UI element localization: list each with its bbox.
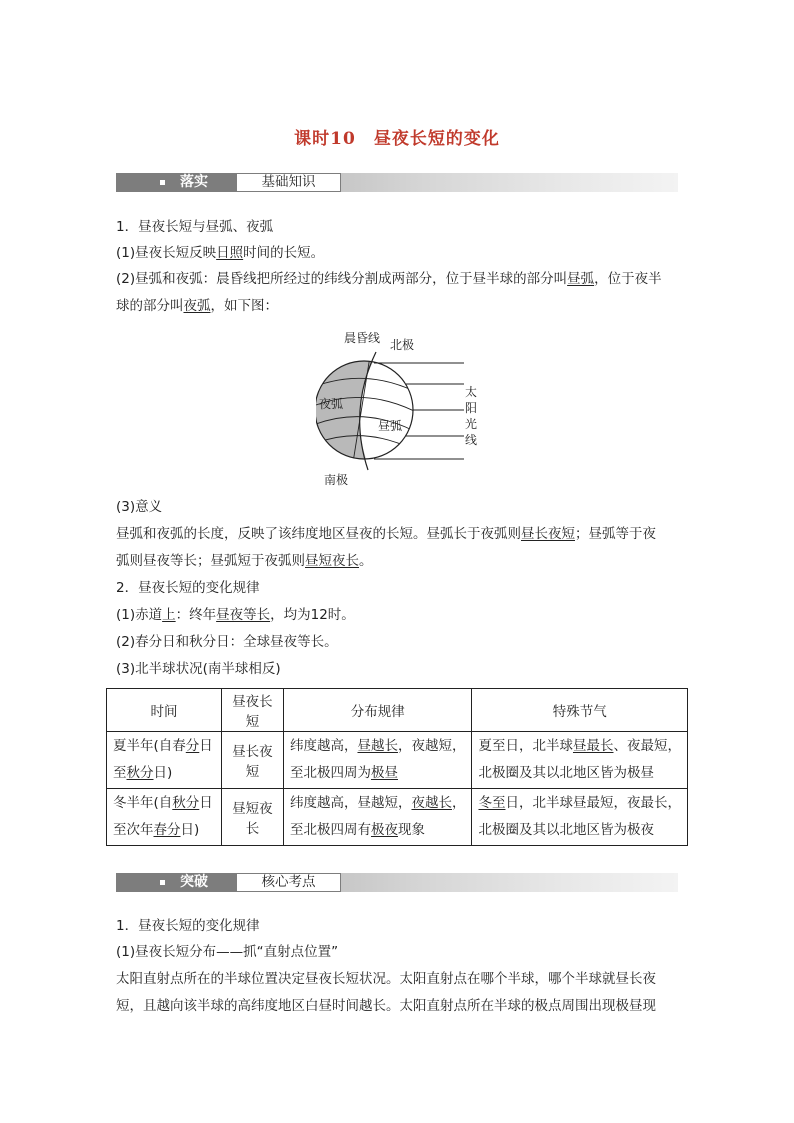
section-tag-label: 突破 xyxy=(180,874,208,890)
paragraph: 短，且越向该半球的高纬度地区白昼时间越长。太阳直射点所在半球的极点周围出现极昼现 xyxy=(116,998,656,1014)
table-cell: 纬度越高，昼越长，夜越短， 至北极四周为极昼 xyxy=(283,732,472,789)
paragraph: (2)春分日和秋分日：全球昼夜等长。 xyxy=(116,634,338,650)
answer-blank: 昼短夜长 xyxy=(305,553,359,569)
text: ；昼弧等于夜 xyxy=(575,526,656,542)
answer-blank: 昼弧 xyxy=(567,271,595,287)
day-arc-label: 昼弧 xyxy=(378,419,403,433)
table-cell: 冬至日，北半球昼最短，夜最长， 北极圈及其以北地区皆为极夜 xyxy=(472,789,688,846)
section-header-tupo xyxy=(116,873,678,892)
sunlight-label-1: 太 xyxy=(465,385,478,399)
answer-blank: 上 xyxy=(162,607,176,623)
paragraph xyxy=(116,524,656,544)
table-cell: 昼长夜短 xyxy=(221,732,283,789)
night-arc-label: 夜弧 xyxy=(319,397,344,411)
section-tag-label: 落实 xyxy=(180,174,208,190)
text: ：终年 xyxy=(175,607,217,623)
text: (1)赤道 xyxy=(116,607,163,623)
text: 弧则昼夜等长；昼弧短于夜弧则 xyxy=(116,553,305,569)
text: 。 xyxy=(359,553,373,569)
paragraph xyxy=(116,605,355,625)
table-header-row xyxy=(107,689,688,732)
page-title: 课时10 昼夜长短的变化 xyxy=(294,129,500,149)
section-header-luoshi xyxy=(116,173,678,192)
northern-hemisphere-table xyxy=(106,688,688,846)
answer-blank: 日照 xyxy=(216,245,244,261)
table-row xyxy=(107,732,688,789)
text: ，均为12时。 xyxy=(270,607,355,623)
heading-2: 2．昼夜长短的变化规律 xyxy=(116,580,260,596)
answer-blank: 昼夜等长 xyxy=(216,607,271,623)
answer-blank: 夜弧 xyxy=(183,298,211,314)
paragraph: (1)昼夜长短分布——抓“直射点位置” xyxy=(116,944,339,960)
text: ，位于夜半 xyxy=(594,271,662,287)
paragraph: (3)北半球状况(南半球相反) xyxy=(116,661,281,677)
table-header: 昼夜长短 xyxy=(221,689,283,732)
table-cell: 冬半年(自秋分日 至次年春分日) xyxy=(107,789,222,846)
heading-3: (3)意义 xyxy=(116,499,163,515)
sunlight-label-3: 光 xyxy=(465,417,478,431)
text: ，如下图： xyxy=(210,298,278,314)
section-tag xyxy=(116,873,236,892)
paragraph xyxy=(116,551,373,571)
table-cell: 夏半年(自春分日 至秋分日) xyxy=(107,732,222,789)
bullet-square-icon xyxy=(160,880,165,885)
sunlight-label-2: 阳 xyxy=(465,401,478,415)
north-pole-label: 北极 xyxy=(390,338,415,352)
section-tag xyxy=(116,173,236,192)
table-cell: 夏至日，北半球昼最长、夜最短， 北极圈及其以北地区皆为极昼 xyxy=(472,732,688,789)
day-night-arc-diagram xyxy=(316,330,486,494)
table-header: 时间 xyxy=(107,689,222,732)
text: (1)昼夜长短反映 xyxy=(116,245,217,261)
table-header: 分布规律 xyxy=(283,689,472,732)
section-subtitle: 核心考点 xyxy=(236,873,341,892)
paragraph xyxy=(116,243,324,263)
text: 时间的长短。 xyxy=(243,245,325,261)
paragraph: 太阳直射点所在的半球位置决定昼夜长短状况。太阳直射点在哪个半球，哪个半球就昼长夜 xyxy=(116,971,656,987)
bullet-square-icon xyxy=(160,180,165,185)
table-cell: 昼短夜长 xyxy=(221,789,283,846)
table-header: 特殊节气 xyxy=(472,689,688,732)
table-row xyxy=(107,789,688,846)
heading-1: 1．昼夜长短的变化规律 xyxy=(116,918,260,934)
heading-1: 1．昼夜长短与昼弧、夜弧 xyxy=(116,219,274,235)
sunlight-label-4: 线 xyxy=(465,433,478,447)
answer-blank: 昼长夜短 xyxy=(521,526,575,542)
table-cell: 纬度越高，昼越短，夜越长， 至北极四周有极夜现象 xyxy=(283,789,472,846)
section-subtitle: 基础知识 xyxy=(236,173,341,192)
paragraph xyxy=(116,269,662,289)
text: 球的部分叫 xyxy=(116,298,184,314)
text: 昼弧和夜弧的长度，反映了该纬度地区昼夜的长短。昼弧长于夜弧则 xyxy=(116,526,521,542)
paragraph xyxy=(116,296,278,316)
text: (2)昼弧和夜弧：晨昏线把所经过的纬线分割成两部分，位于昼半球的部分叫 xyxy=(116,271,568,287)
terminator-label: 晨昏线 xyxy=(344,331,381,345)
south-pole-label: 南极 xyxy=(324,473,349,487)
